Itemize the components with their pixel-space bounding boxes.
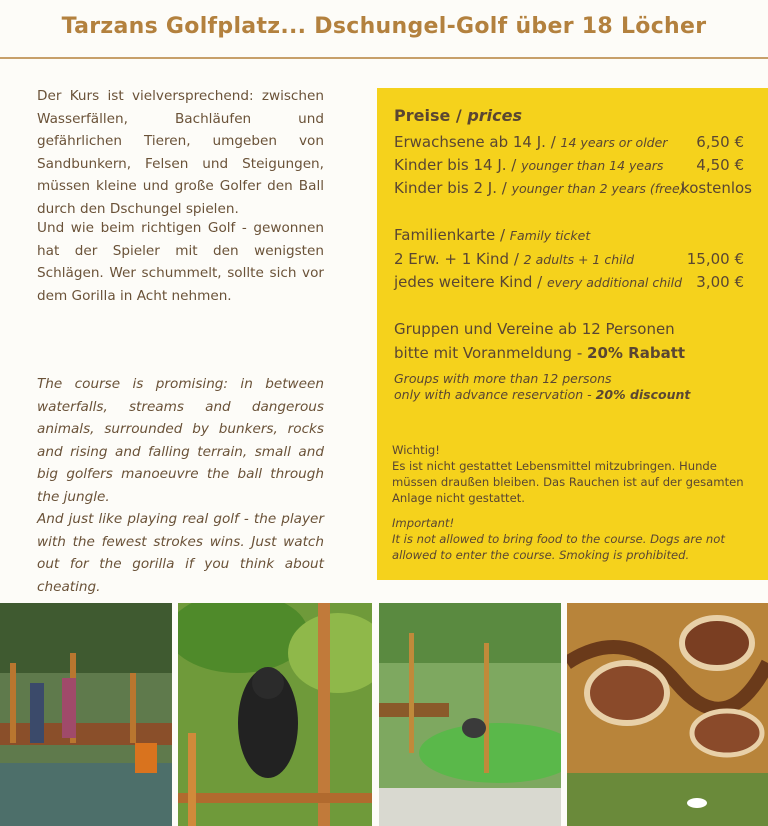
intro-en-paragraph-1: The course is promising: in between waterfalls, streams and dangerous animals, surrounded by bunkers, rocks and rising and falling terrain, small and big golfers manoeuvre the ball through the jungle. — [37, 376, 324, 505]
price-row-additional-child: jedes weitere Kind / every additional child 3,00 € — [394, 273, 744, 291]
groups-line-1: Gruppen und Vereine ab 12 Personen — [394, 320, 675, 338]
page-title: Tarzans Golfplatz... Dschungel-Golf über 18 Löcher — [61, 14, 707, 39]
minigolf-course-photo — [379, 603, 561, 826]
price-row-toddlers: Kinder bis 2 J. / younger than 2 years (free) kostenlos — [394, 179, 752, 197]
price-row-adults: Erwachsene ab 14 J. / 14 years or older 6,50 € — [394, 133, 744, 151]
price-amount: 3,00 € — [696, 273, 744, 291]
intro-de-paragraph-2: Und wie beim richtigen Golf - gewonnen hat der Spieler mit den wenigsten Schlägen. Wer schummelt, sollte sich vor dem Gorilla in Acht nehmen. — [37, 220, 324, 304]
price-box — [377, 88, 768, 580]
price-amount: kostenlos — [681, 179, 752, 197]
price-amount: 4,50 € — [696, 156, 744, 174]
prices-heading: Preise / prices — [394, 106, 523, 125]
jungle-bridge-photo — [0, 603, 172, 826]
price-amount: 6,50 € — [696, 133, 744, 151]
groups-en: Groups with more than 12 persons only with advance reservation - 20% discount — [394, 371, 691, 402]
price-amount: 15,00 € — [686, 250, 744, 268]
gorilla-statue-photo — [178, 603, 372, 826]
notice-en: Important! It is not allowed to bring food to the course. Dogs are not allowed to enter the course. Smoking is prohibited. — [392, 516, 725, 562]
family-ticket-heading: Familienkarte / Family ticket — [394, 226, 591, 244]
groups-line-2: bitte mit Voranmeldung - 20% Rabatt — [394, 344, 686, 362]
intro-de-paragraph-1: Der Kurs ist vielversprechend: zwischen Wasserfällen, Bachläufen und gefährlichen Tieren, umgeben von Sandbunkern, Felsen und Steigungen, müssen kleine und große Golfer den Ball durch den Dschungel spielen. — [37, 88, 324, 217]
intro-en-paragraph-2: And just like playing real golf - the player with the fewest strokes wins. Just watch out for the gorilla if you think about cheating. — [37, 511, 324, 595]
price-row-family: 2 Erw. + 1 Kind / 2 adults + 1 child 15,00 € — [394, 250, 744, 268]
price-row-children: Kinder bis 14 J. / younger than 14 years 4,50 € — [394, 156, 744, 174]
title-divider — [0, 57, 768, 59]
photo-strip — [0, 603, 768, 826]
snake-sculpture-photo — [567, 603, 768, 826]
notice-de: Wichtig! Es ist nicht gestattet Lebensmittel mitzubringen. Hunde müssen draußen bleiben. Das Rauchen ist auf der gesamten Anlage nicht gestattet. — [392, 443, 744, 505]
